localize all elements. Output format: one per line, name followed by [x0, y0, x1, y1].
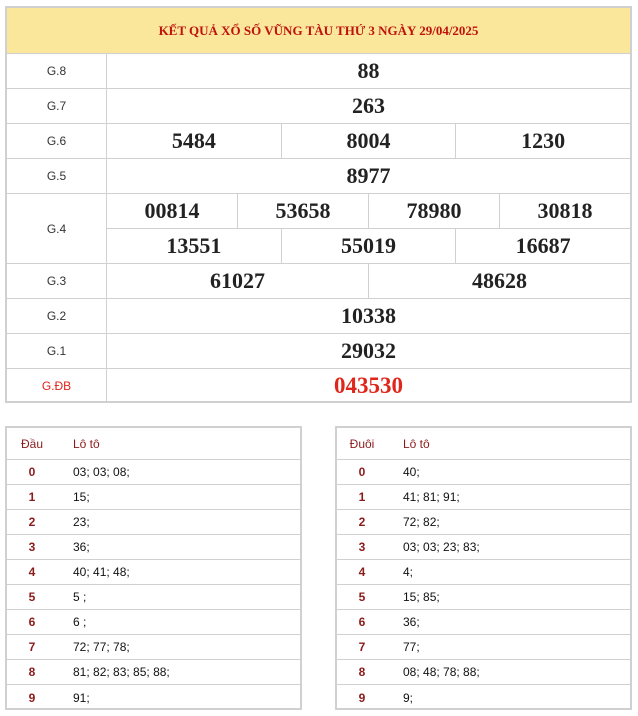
prize-number: 88 — [357, 58, 380, 83]
prize-number: 10338 — [341, 303, 396, 328]
row-key: 3 — [358, 540, 366, 554]
prize-number: 48628 — [368, 264, 630, 298]
prize-number: 16687 — [455, 229, 630, 263]
prize-label: G.2 — [7, 299, 107, 333]
table-row — [337, 535, 630, 560]
table-row — [7, 560, 300, 585]
prize-number: 5484 — [171, 128, 216, 153]
row-value: 4; — [403, 565, 414, 579]
row-value: 9; — [403, 690, 414, 705]
row-value: 03; 03; 23; 83; — [403, 540, 480, 554]
row-key: 1 — [358, 490, 366, 504]
row-value: 08; 48; 78; 88; — [403, 665, 480, 679]
table-row — [7, 510, 300, 535]
row-key: 2 — [358, 515, 366, 529]
table-row — [337, 635, 630, 660]
results-table — [5, 6, 632, 403]
prize-label-special: G.ĐB — [7, 369, 107, 403]
header-duoi: Đuôi — [349, 436, 375, 451]
row-key: 3 — [28, 540, 36, 554]
row-key: 4 — [358, 565, 366, 579]
row-key: 1 — [28, 490, 36, 504]
prize-label: G.6 — [7, 124, 107, 158]
header-loto: Lô tô — [403, 436, 430, 451]
prize-label: G.1 — [7, 334, 107, 368]
table-row — [7, 460, 300, 485]
table-row — [7, 585, 300, 610]
table-row — [337, 660, 630, 685]
row-value: 40; — [403, 465, 420, 479]
prize-number: 78980 — [368, 194, 499, 228]
prize-label: G.8 — [7, 54, 107, 88]
prize-label: G.7 — [7, 89, 107, 123]
row-key: 9 — [358, 690, 366, 705]
prize-row-special — [7, 369, 630, 403]
table-header — [7, 428, 300, 460]
row-value: 72; 82; — [403, 515, 440, 529]
table-row — [7, 635, 300, 660]
prize-number: 53658 — [237, 194, 368, 228]
row-key: 6 — [358, 615, 366, 629]
row-value: 36; — [403, 615, 420, 629]
row-value: 15; — [73, 490, 90, 504]
row-value: 77; — [403, 640, 420, 654]
prize-row-g5 — [7, 159, 630, 194]
row-value: 81; 82; 83; 85; 88; — [73, 665, 170, 679]
row-value: 5 ; — [73, 590, 87, 604]
table-row — [7, 660, 300, 685]
prize-row-g3 — [7, 264, 630, 299]
row-value: 41; 81; 91; — [403, 490, 460, 504]
results-title: KẾT QUẢ XỔ SỐ VŨNG TÀU THỨ 3 NGÀY 29/04/2025 — [7, 8, 630, 54]
row-value: 40; 41; 48; — [73, 565, 130, 579]
prize-label: G.5 — [7, 159, 107, 193]
dau-loto-table — [5, 426, 302, 710]
prize-number: 13551 — [166, 233, 222, 258]
prize-row-g7 — [7, 89, 630, 124]
header-loto: Lô tô — [73, 436, 100, 451]
header-dau: Đầu — [20, 436, 43, 451]
table-row — [337, 560, 630, 585]
prize-number: 00814 — [144, 198, 200, 223]
row-key: 7 — [28, 640, 36, 654]
prize-row-g8 — [7, 54, 630, 89]
prize-number: 8977 — [346, 163, 391, 188]
row-key: 7 — [358, 640, 366, 654]
row-key: 5 — [358, 590, 366, 604]
row-value: 36; — [73, 540, 90, 554]
prize-label: G.3 — [7, 264, 107, 298]
prize-number: 55019 — [281, 229, 456, 263]
duoi-loto-table — [335, 426, 632, 710]
row-key: 9 — [28, 690, 36, 705]
row-key: 6 — [28, 615, 36, 629]
table-row — [337, 510, 630, 535]
prize-row-g2 — [7, 299, 630, 334]
prize-number: 1230 — [455, 124, 630, 158]
table-header — [337, 428, 630, 460]
special-prize-number: 043530 — [334, 373, 403, 398]
row-key: 0 — [358, 465, 366, 479]
row-value: 23; — [73, 515, 90, 529]
row-key: 8 — [358, 665, 366, 679]
prize-row-g4 — [7, 194, 630, 264]
table-row — [7, 685, 300, 710]
row-key: 0 — [28, 465, 36, 479]
row-value: 6 ; — [73, 615, 87, 629]
prize-row-g1 — [7, 334, 630, 369]
table-row — [7, 610, 300, 635]
prize-number: 61027 — [210, 268, 265, 293]
prize-number: 263 — [352, 93, 385, 118]
table-row — [7, 485, 300, 510]
row-key: 5 — [28, 590, 36, 604]
table-row — [337, 610, 630, 635]
prize-number: 30818 — [499, 194, 630, 228]
prize-number: 29032 — [341, 338, 396, 363]
table-row — [337, 485, 630, 510]
row-value: 03; 03; 08; — [73, 465, 130, 479]
row-key: 4 — [28, 565, 36, 579]
table-row — [337, 585, 630, 610]
table-row — [337, 685, 630, 710]
prize-number: 8004 — [281, 124, 456, 158]
row-value: 72; 77; 78; — [73, 640, 130, 654]
row-value: 91; — [73, 690, 90, 705]
table-row — [337, 460, 630, 485]
table-row — [7, 535, 300, 560]
prize-row-g6 — [7, 124, 630, 159]
row-key: 2 — [28, 515, 36, 529]
prize-label: G.4 — [7, 194, 107, 263]
row-key: 8 — [28, 665, 36, 679]
row-value: 15; 85; — [403, 590, 440, 604]
